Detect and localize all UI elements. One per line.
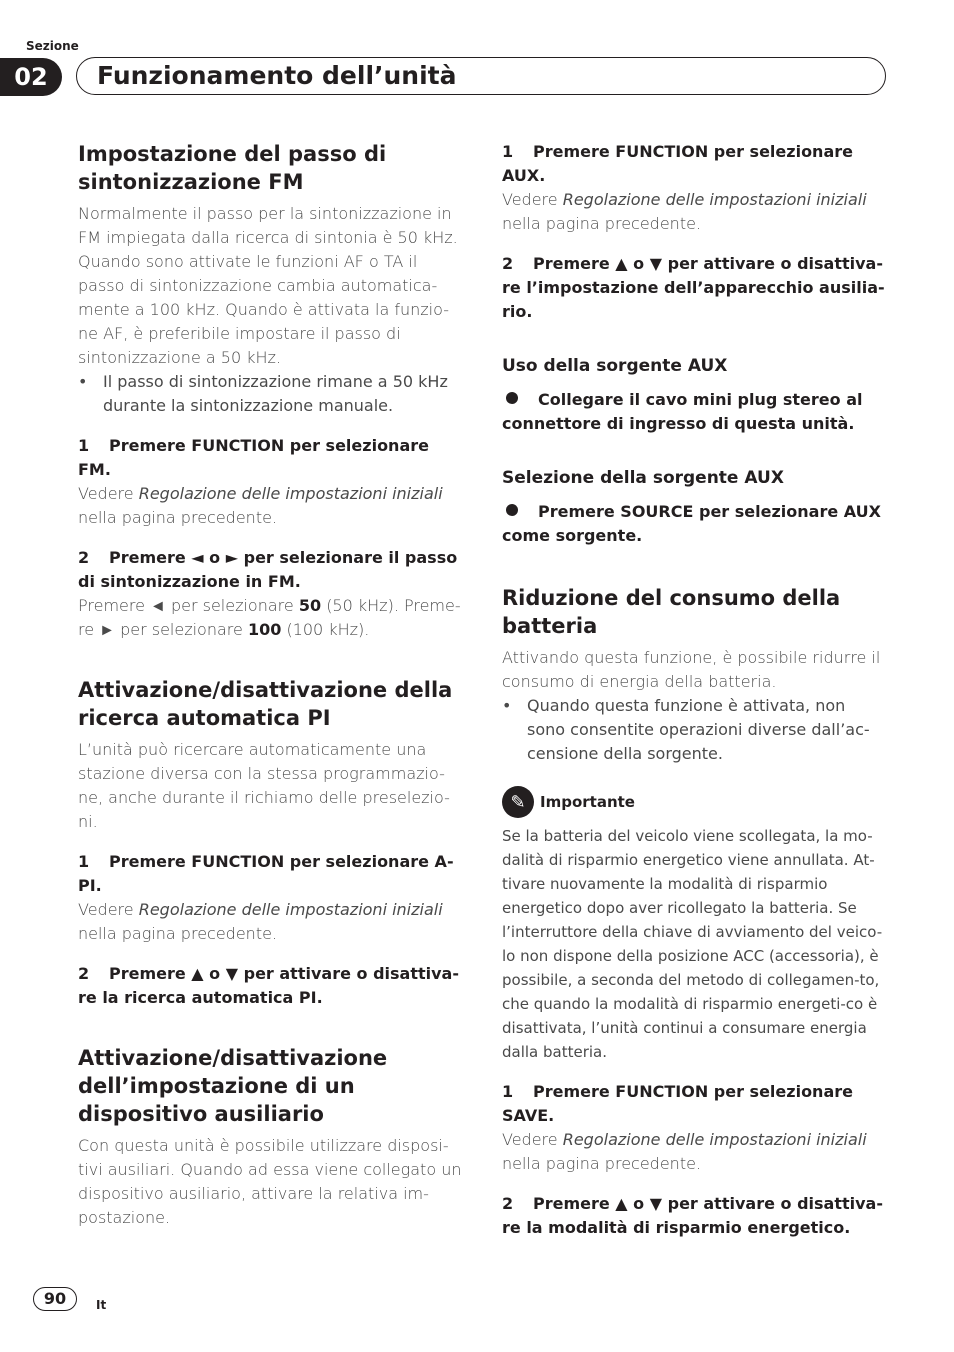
heading-aux-device: Attivazione/disattivazione dell’impostazione di un dispositivo ausiliario — [78, 1046, 388, 1126]
bullet-dot-icon — [506, 392, 518, 404]
language-code: It — [96, 1298, 107, 1312]
step-note: Vedere Regolazione delle impostazioni iniziali nella pagina precedente. — [78, 484, 443, 527]
section-label: Sezione — [26, 39, 79, 53]
step-1: 1 Premere FUNCTION per selezionare SAVE. — [502, 1082, 853, 1125]
list-item: Premere SOURCE per selezionare AUX come sorgente. — [502, 502, 881, 545]
paragraph-fm-step: Normalmente il passo per la sintonizzazione in FM impiegata dalla ricerca di sintonia è 50 kHz. Quando sono attivate le funzioni AF o TA il passo di sintonizzazione cambia automatica-mente a 100 kHz. Quando è attivata la funzio-ne AF, è preferibile impostare il passo di sintonizzazione a 50 kHz. — [78, 204, 458, 367]
step-note: Vedere Regolazione delle impostazioni iniziali nella pagina precedente. — [502, 1130, 867, 1173]
chapter-title: Funzionamento dell’unità — [76, 57, 886, 95]
section-number-badge: 02 — [0, 58, 62, 96]
step-1: 1 Premere FUNCTION per selezionare FM. — [78, 436, 429, 479]
step-2: 2 Premere ▲ o ▼ per attivare o disattiva-re l’impostazione dell’apparecchio ausilia-rio. — [502, 254, 885, 321]
list-item: Collegare il cavo mini plug stereo al connettore di ingresso di questa unità. — [502, 390, 863, 433]
heading-pi-search: Attivazione/disattivazione della ricerca automatica PI — [78, 678, 453, 730]
step-2: 2 Premere ◄ o ► per selezionare il passo di sintonizzazione in FM. — [78, 548, 458, 591]
step-2: 2 Premere ▲ o ▼ per attivare o disattiva-re la modalità di risparmio energetico. — [502, 1194, 883, 1237]
heading-battery-saving: Riduzione del consumo della batteria — [502, 586, 841, 638]
bullet-dot-icon — [506, 504, 518, 516]
list-item: • Il passo di sintonizzazione rimane a 50 kHz durante la sintonizzazione manuale. — [78, 372, 448, 415]
subheading-selezione-aux: Selezione della sorgente AUX — [502, 468, 784, 488]
subheading-uso-aux: Uso della sorgente AUX — [502, 356, 728, 376]
step-note: Premere ◄ per selezionare 50 (50 kHz). Preme-re ► per selezionare 100 (100 kHz). — [78, 596, 461, 639]
step-1: 1 Premere FUNCTION per selezionare A-PI. — [78, 852, 454, 895]
right-column — [502, 140, 888, 1240]
step-2: 2 Premere ▲ o ▼ per attivare o disattiva-re la ricerca automatica PI. — [78, 964, 459, 1007]
page-number: 90 — [33, 1287, 77, 1311]
step-1: 1 Premere FUNCTION per selezionare AUX. — [502, 142, 853, 185]
list-item: • Quando questa funzione è attivata, non sono consentite operazioni diverse dall’ac-censione della sorgente. — [502, 696, 870, 763]
paragraph-aux-device: Con questa unità è possibile utilizzare disposi-tivi ausiliari. Quando ad essa viene collegato un dispositivo ausiliario, attivare la relativa im-postazione. — [78, 1136, 462, 1227]
paragraph-pi-search: L’unità può ricercare automaticamente una stazione diversa con la stessa programmazio-ne, anche durante il richiamo delle preselezio-ni. — [78, 740, 450, 831]
important-text: Se la batteria del veicolo viene scollegata, la mo-dalità di risparmio energetico viene annullata. At-tivare nuovamente la modalità di risparmio energetico dopo aver ricollegato la batteria. Se l’interruttore della chiave di avviamento del veico-lo non dispone della posizione ACC (accessoria), è possibile, a seconda del metodo di collegamen-to, che quando la modalità di risparmio energeti-co è disattivata, l’unità continui a consumare energia dalla batteria. — [502, 827, 883, 1061]
left-column — [78, 140, 466, 1230]
paragraph-battery-saving: Attivando questa funzione, è possibile ridurre il consumo di energia della batteria. — [502, 648, 881, 691]
important-icon: ✎ — [502, 786, 534, 818]
heading-fm-step: Impostazione del passo di sintonizzazione FM — [78, 142, 387, 194]
step-note: Vedere Regolazione delle impostazioni iniziali nella pagina precedente. — [502, 190, 867, 233]
step-note: Vedere Regolazione delle impostazioni iniziali nella pagina precedente. — [78, 900, 443, 943]
important-notice: ✎ Importante — [502, 786, 888, 818]
